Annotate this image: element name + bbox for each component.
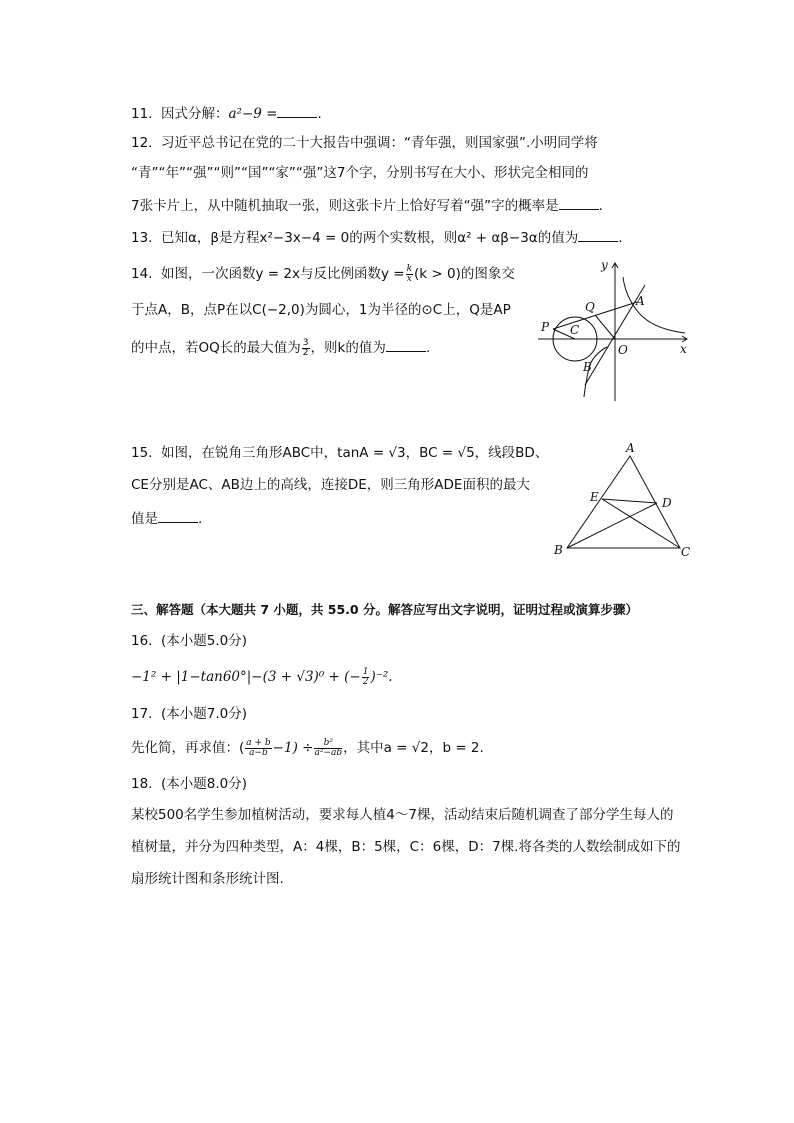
question-11: 11. 因式分解：a²−9 = .: [131, 103, 322, 124]
segment-de: [602, 499, 657, 503]
label-b: B: [583, 360, 592, 374]
label-a: A: [626, 441, 635, 455]
question-number: 17.: [131, 706, 153, 722]
question-14: 14. 如图，一次函数y = 2x与反比例函数y = $\frac{k}{x}$ (k > 0)的图象交: [131, 263, 515, 284]
q15-figure: [550, 440, 700, 565]
question-16-expression: −1² + |1−tan60°|−(3 + √3)⁰ + (− $\frac{1}{2}$ )⁻².: [131, 667, 393, 687]
question-17: [131, 704, 247, 724]
fraction: $\frac{k}{x}$: [406, 263, 413, 284]
question-12: [131, 133, 598, 153]
fraction: $\frac{a + b}{a-b}$: [246, 737, 271, 758]
fraction: $\frac{\text{b²}}{\text{a²−ab}}$: [314, 737, 343, 758]
question-18-line-3: 扇形统计图和条形统计图.: [131, 871, 284, 887]
segment-oq: [595, 315, 615, 339]
question-text: 习近平总书记在党的二十大报告中强调：“青年强，则国家强”.小明同学将: [161, 135, 598, 151]
question-number: 16.: [131, 633, 153, 649]
question-12-line-3: 7张卡片上，从中随机抽取一张，则这张卡片上恰好写着“强”字的概率是 .: [131, 195, 603, 216]
question-15-line-2: CE分别是AC、AB边上的高线，连接DE，则三角形ADE面积的最大: [131, 477, 530, 493]
answer-blank: [277, 103, 317, 118]
question-text: 已知α，β是方程x²−3x−4 = 0的两个实数根，则α² + αβ−3α的值为: [161, 230, 579, 246]
question-12-line-2: “青”“年”“强”“则”“国”“家”“强”这7个字，分别书写在大小、形状完全相同的: [131, 165, 589, 181]
question-15-line-3: 值是 .: [131, 508, 202, 529]
question-number: 14.: [131, 266, 153, 282]
question-18-line-1: 某校500名学生参加植树活动，要求每人植4～7棵，活动结束后随机调查了部分学生每人的: [131, 807, 674, 823]
answer-blank: [559, 195, 599, 210]
fraction: $\frac{3}{2}$: [302, 337, 309, 358]
answer-blank: [158, 508, 198, 523]
hyperbola-branch-1: [623, 277, 685, 333]
question-number: 18.: [131, 776, 153, 792]
answer-blank: [386, 337, 426, 352]
label-p: P: [541, 320, 550, 334]
question-18: [131, 774, 247, 794]
label-b: B: [554, 543, 563, 557]
question-15: 15. 如图，在锐角三角形ABC中，tanA = √3，BC = √5，线段BD、: [131, 445, 549, 461]
label-d: D: [662, 496, 672, 510]
label-q: Q: [585, 300, 595, 314]
label-y: y: [601, 258, 608, 272]
label-c: C: [570, 323, 580, 337]
question-14-line-3: 的中点，若OQ长的最大值为 $\frac{3}{2}$ ，则k的值为 .: [131, 337, 431, 358]
label-e: E: [590, 490, 599, 504]
question-number: 12.: [131, 135, 153, 151]
question-18-line-2: 植树量，并分为四种类型，A：4棵，B：5棵，C：6棵，D：7棵.将各类的人数绘制成如下的: [131, 839, 681, 855]
question-17-expression: 先化简，再求值：( $\frac{a + b}{a-b}$ −1) ÷ $\frac{\text{b²}}{\text{a²−ab}}$ ，其中a = √2，b = 2.: [131, 737, 484, 758]
question-16: [131, 631, 247, 651]
question-number: 13.: [131, 230, 153, 246]
question-number: 11.: [131, 106, 153, 122]
answer-blank: [578, 227, 618, 242]
label-o: O: [618, 343, 628, 357]
score-note: (本小题7.0分): [161, 706, 248, 722]
question-14-line-2: 于点A，B，点P在以C(−2,0)为圆心，1为半径的⊙C上，Q是AP: [131, 302, 511, 318]
question-number: 15.: [131, 445, 153, 461]
q14-figure: [535, 255, 695, 405]
score-note: (本小题5.0分): [161, 633, 248, 649]
question-13: 13. 已知α，β是方程x²−3x−4 = 0的两个实数根，则α² + αβ−3α的值为 .: [131, 227, 623, 248]
fraction: $\frac{1}{2}$: [362, 667, 369, 687]
score-note: (本小题8.0分): [161, 776, 248, 792]
section-heading: 三、解答题（本大题共 7 小题，共 55.0 分。解答应写出文字说明，证明过程或演算步骤）: [131, 602, 638, 617]
label-a: A: [636, 294, 645, 308]
math-expression: a²−9 =: [228, 106, 278, 122]
label-x: x: [680, 342, 687, 356]
label-c: C: [681, 545, 691, 559]
question-text: 因式分解：: [161, 106, 229, 122]
